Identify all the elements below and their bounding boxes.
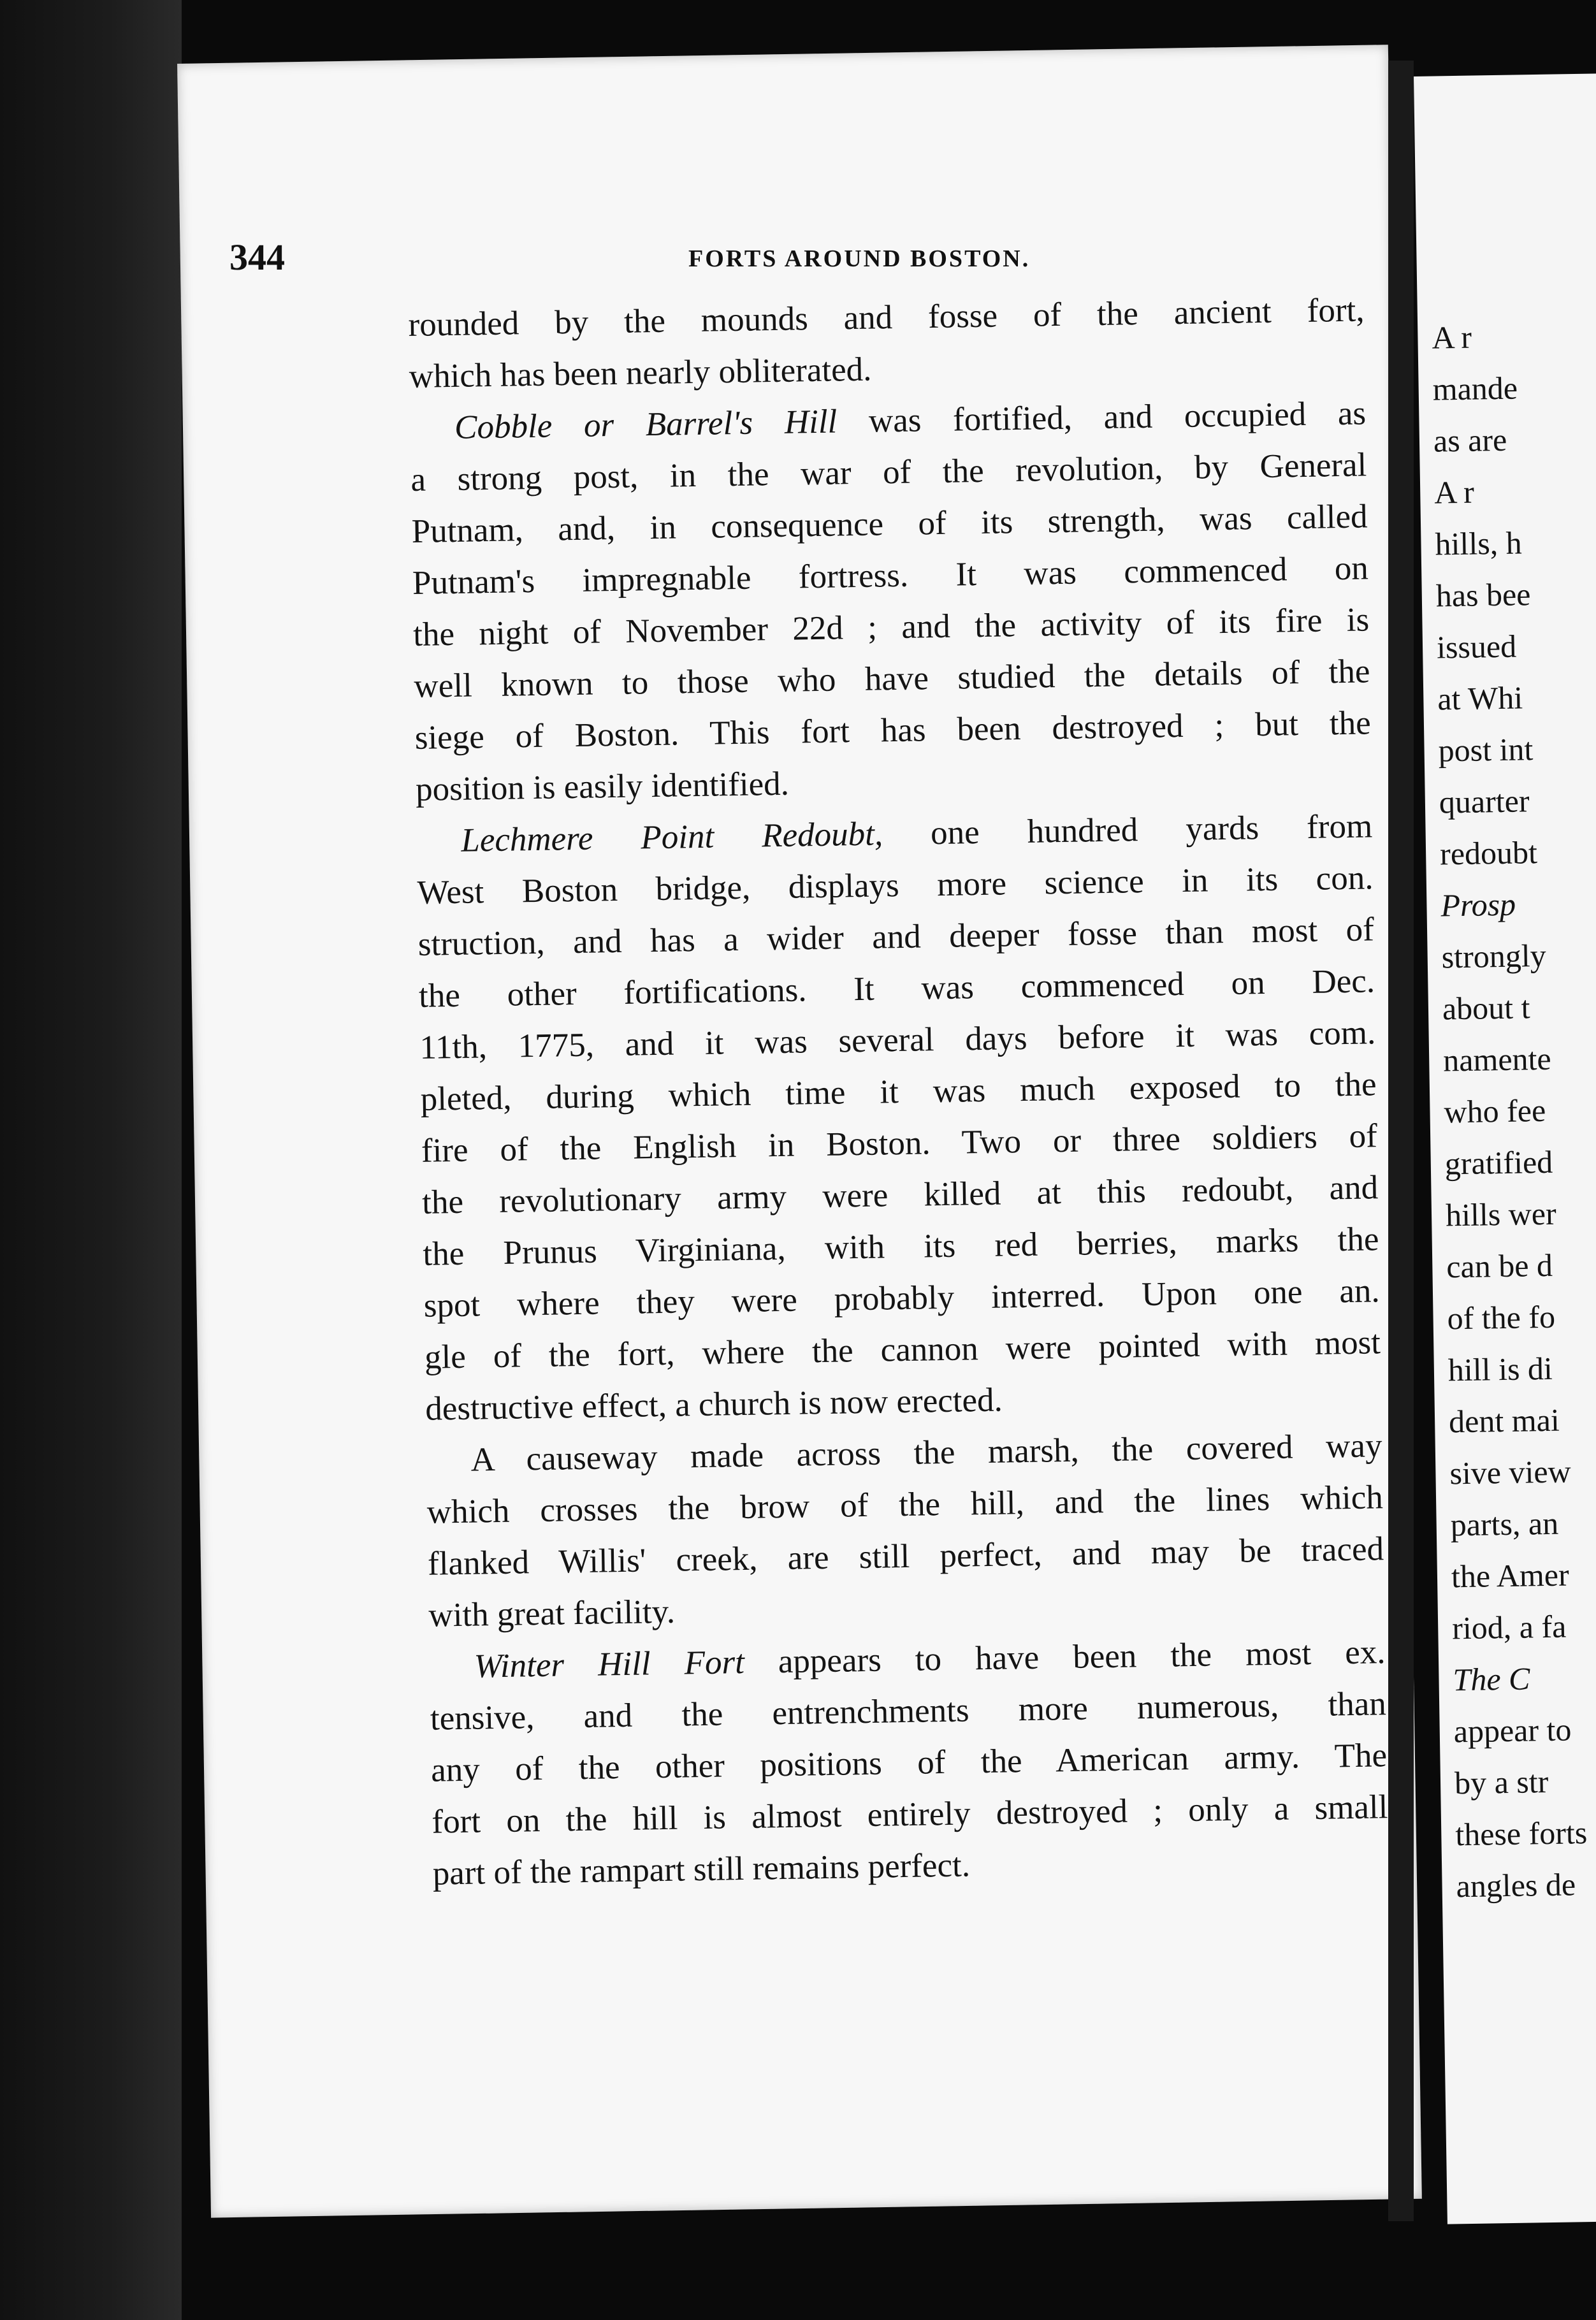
facing-line: of the fo [1447, 1298, 1556, 1337]
line-text: part of the rampart still remains perfect. [432, 1846, 971, 1892]
facing-line: post int [1438, 731, 1534, 769]
line-text: pleted, during which time it was much exposed to the [420, 1066, 1377, 1118]
facing-line: redoubt [1439, 834, 1538, 872]
facing-line: about t [1442, 989, 1530, 1027]
line-text: a strong post, in the war of the revolution, by General [410, 446, 1367, 498]
facing-line: at Whi [1437, 679, 1523, 717]
facing-line: A r [1433, 474, 1475, 511]
facing-line: parts, an [1450, 1505, 1559, 1543]
facing-line: appear to [1453, 1711, 1572, 1750]
line-text: A causeway made across the marsh, the covered way [470, 1427, 1382, 1479]
line-text: with great facility. [428, 1593, 676, 1634]
facing-line: these forts [1455, 1815, 1588, 1853]
paragraph [429, 1627, 1389, 1900]
line-text: the revolutionary army were killed at this redoubt, and [421, 1169, 1379, 1221]
facing-line: can be d [1446, 1247, 1553, 1285]
italic-heading: Cobble or Barrel's Hill [454, 403, 838, 446]
facing-line: strongly [1441, 937, 1547, 975]
facing-line: hills, h [1435, 525, 1523, 562]
paragraph [410, 388, 1372, 815]
paragraph [416, 801, 1382, 1435]
line-text: gle of the fort, where the cannon were pointed with most [424, 1324, 1381, 1376]
line-text: fire of the English in Boston. Two or three soldiers of [421, 1117, 1378, 1170]
facing-page-text [1432, 308, 1596, 1912]
line-text: appears to have been the most ex. [744, 1634, 1386, 1681]
line-text: position is easily identified. [415, 765, 790, 808]
facing-line: as are [1433, 421, 1507, 459]
facing-line: Prosp [1440, 886, 1516, 924]
line-text: Putnam's impregnable fortress. It was commenced on [412, 549, 1369, 602]
facing-line: hills wer [1445, 1195, 1557, 1233]
facing-line: The C [1453, 1660, 1530, 1698]
facing-line: has bee [1435, 576, 1531, 614]
italic-heading: Winter Hill Fort [474, 1643, 745, 1685]
line-text: flanked Willis' creek, are still perfect, and may be traced [427, 1530, 1384, 1583]
line-text: tensive, and the entrenchments more numerous, than [430, 1685, 1387, 1737]
facing-line: quarter [1439, 783, 1530, 820]
italic-heading: Lechmere Point Redoubt, [460, 815, 883, 859]
line-text: fort on the hill is almost entirely destroyed ; only a small [432, 1788, 1388, 1841]
facing-line: issued [1436, 628, 1517, 665]
line-text: any of the other positions of the American army. The [430, 1737, 1388, 1789]
line-text: which has been nearly obliterated. [409, 351, 872, 395]
facing-line: gratified [1444, 1143, 1553, 1182]
line-text: West Boston bridge, displays more science in its con. [417, 859, 1374, 911]
line-text: destructive effect, a church is now erected. [424, 1381, 1003, 1428]
line-text: spot where they were probably interred. Upon one an. [423, 1272, 1381, 1324]
facing-line: A r [1431, 319, 1472, 356]
line-text: 11th, 1775, and it was several days before it was com. [419, 1014, 1376, 1066]
paragraph [426, 1420, 1385, 1642]
binding-shadow [0, 0, 182, 2320]
line-text: one hundred yards from [882, 808, 1373, 853]
facing-line: angles de [1456, 1866, 1576, 1904]
line-text: struction, and has a wider and deeper fosse than most of [417, 911, 1375, 963]
paragraph [408, 284, 1365, 403]
line-text: well known to those who have studied the details of the [414, 653, 1370, 705]
running-title: FORTS AROUND BOSTON. [688, 245, 1031, 272]
facing-line: the Amer [1451, 1556, 1570, 1595]
line-text: the other fortifications. It was commenced on Dec. [418, 962, 1375, 1015]
facing-line: hill is di [1447, 1350, 1553, 1388]
facing-line: namente [1442, 1040, 1552, 1078]
body-text [408, 284, 1389, 1899]
line-text: the Prunus Virginiana, with its red berries, marks the [423, 1221, 1379, 1273]
facing-line: by a str [1454, 1764, 1549, 1801]
line-text: Putnam, and, in consequence of its strength, was called [411, 498, 1368, 550]
running-head [229, 236, 1351, 293]
gutter [1388, 61, 1414, 2221]
facing-line: who fee [1444, 1092, 1546, 1130]
facing-line: dent mai [1448, 1402, 1560, 1440]
facing-line: mande [1432, 370, 1518, 407]
line-text: rounded by the mounds and fosse of the ancient fort, [408, 291, 1365, 344]
line-text: which crosses the brow of the hill, and the lines which [426, 1479, 1384, 1531]
right-page [1414, 73, 1596, 2224]
line-text: siege of Boston. This fort has been destroyed ; but the [414, 704, 1372, 757]
line-text: was fortified, and occupied as [836, 395, 1367, 440]
page-number: 344 [229, 236, 285, 278]
line-text: the night of November 22d ; and the activity of its fire is [412, 601, 1370, 653]
facing-line: sive view [1449, 1453, 1572, 1491]
facing-line: riod, a fa [1451, 1608, 1567, 1646]
